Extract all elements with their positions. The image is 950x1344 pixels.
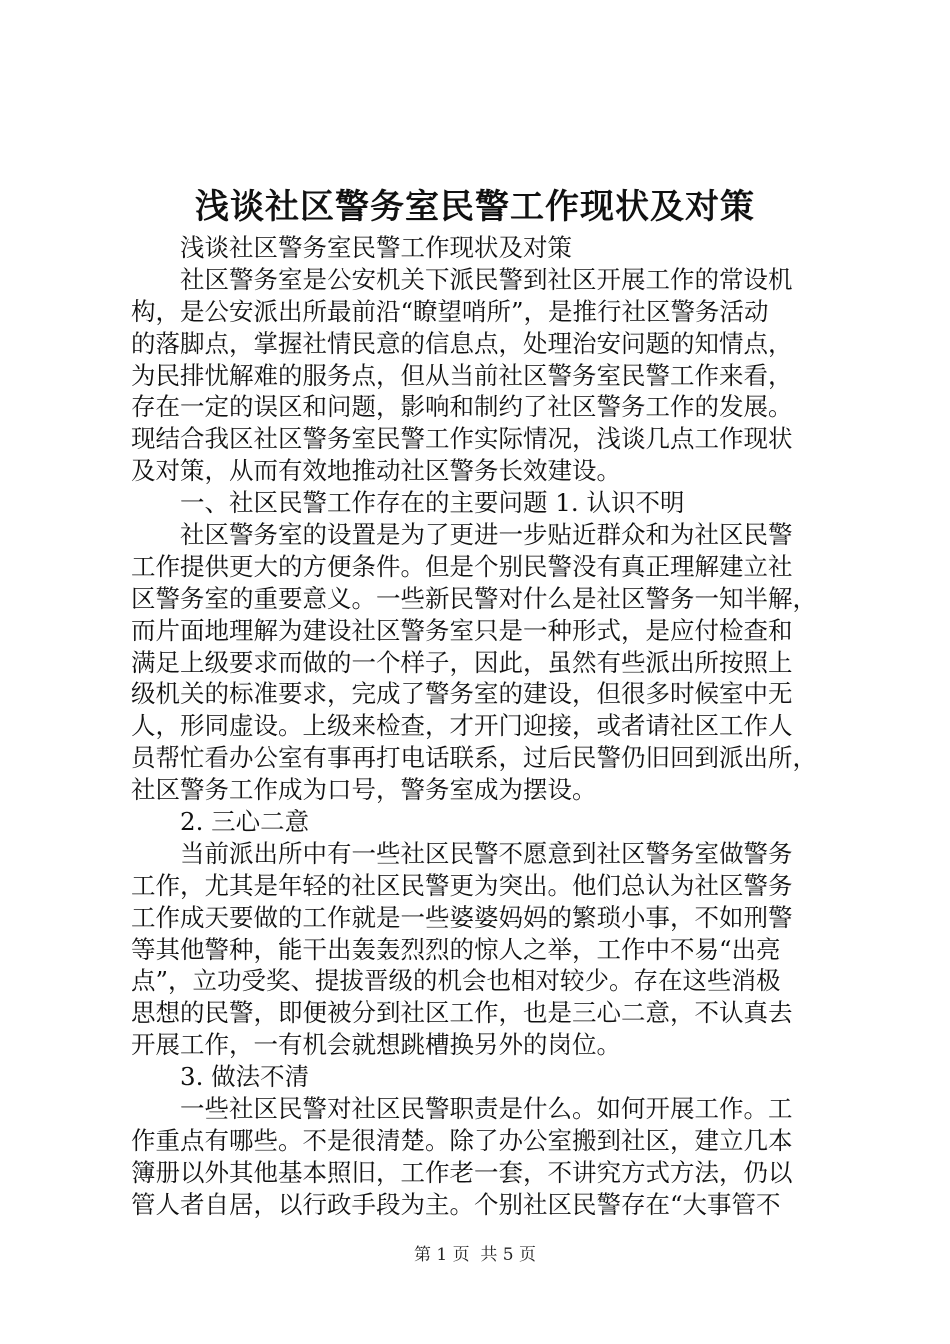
page-footer xyxy=(0,1243,950,1267)
body-line: 员帮忙看办公室有事再打电话联系，过后民警仍旧回到派出所， xyxy=(131,743,817,773)
page-total: 共 5 页 xyxy=(480,1245,537,1265)
body-line: 存在一定的误区和问题，影响和制约了社区警务工作的发展。 xyxy=(131,392,793,422)
subsection-heading: 2. 三心二意 xyxy=(180,807,310,837)
body-line: 区警务室的重要意义。一些新民警对什么是社区警务一知半解， xyxy=(131,583,817,613)
body-line: 级机关的标准要求，完成了警务室的建设，但很多时候室中无 xyxy=(131,679,793,709)
body-line: 工作成天要做的工作就是一些婆婆妈妈的繁琐小事，不如刑警 xyxy=(131,902,793,932)
page-number: 第 1 页 xyxy=(413,1245,470,1265)
body-line: 当前派出所中有一些社区民警不愿意到社区警务室做警务 xyxy=(180,838,793,868)
body-line: 满足上级要求而做的一个样子，因此，虽然有些派出所按照上 xyxy=(131,647,793,677)
body-line: 一些社区民警对社区民警职责是什么。如何开展工作。工 xyxy=(180,1094,793,1124)
subsection-heading: 3. 做法不清 xyxy=(180,1062,310,1092)
body-line: 点”，立功受奖、提拔晋级的机会也相对较少。存在这些消极 xyxy=(131,966,781,996)
body-line: 簿册以外其他基本照旧，工作老一套，不讲究方式方法，仍以 xyxy=(131,1157,793,1187)
body-line: 构，是公安派出所最前沿“瞭望哨所”，是推行社区警务活动 xyxy=(131,296,769,326)
body-line: 而片面地理解为建设社区警务室只是一种形式，是应付检查和 xyxy=(131,615,793,645)
document-title: 浅谈社区警务室民警工作现状及对策 xyxy=(195,187,755,227)
body-line: 社区警务室的设置是为了更进一步贴近群众和为社区民警 xyxy=(180,520,793,550)
body-line: 思想的民警，即便被分到社区工作，也是三心二意，不认真去 xyxy=(131,998,793,1028)
body-line: 作重点有哪些。不是很清楚。除了办公室搬到社区，建立几本 xyxy=(131,1125,793,1155)
section-heading: 一、社区民警工作存在的主要问题 1. 认识不明 xyxy=(180,488,685,518)
body-line: 浅谈社区警务室民警工作现状及对策 xyxy=(180,233,572,262)
body-line: 为民排忧解难的服务点，但从当前社区警务室民警工作来看， xyxy=(131,360,793,390)
body-line: 管人者自居，以行政手段为主。个别社区民警存在“大事管不 xyxy=(131,1189,781,1219)
body-line: 现结合我区社区警务室民警工作实际情况，浅谈几点工作现状 xyxy=(131,424,793,454)
body-line: 社区警务室是公安机关下派民警到社区开展工作的常设机 xyxy=(180,264,793,294)
body-line: 人，形同虚设。上级来检查，才开门迎接，或者请社区工作人 xyxy=(131,711,793,741)
body-line: 的落脚点，掌握社情民意的信息点，处理治安问题的知情点， xyxy=(131,328,793,358)
body-line: 及对策，从而有效地推动社区警务长效建设。 xyxy=(131,456,621,486)
body-line: 工作，尤其是年轻的社区民警更为突出。他们总认为社区警务 xyxy=(131,870,793,900)
body-line: 开展工作，一有机会就想跳槽换另外的岗位。 xyxy=(131,1030,621,1060)
body-line: 工作提供更大的方便条件。但是个别民警没有真正理解建立社 xyxy=(131,551,793,581)
body-line: 等其他警种，能干出轰轰烈烈的惊人之举，工作中不易“出亮 xyxy=(131,934,781,964)
body-line: 社区警务工作成为口号，警务室成为摆设。 xyxy=(131,775,597,805)
document-body xyxy=(131,232,831,1221)
